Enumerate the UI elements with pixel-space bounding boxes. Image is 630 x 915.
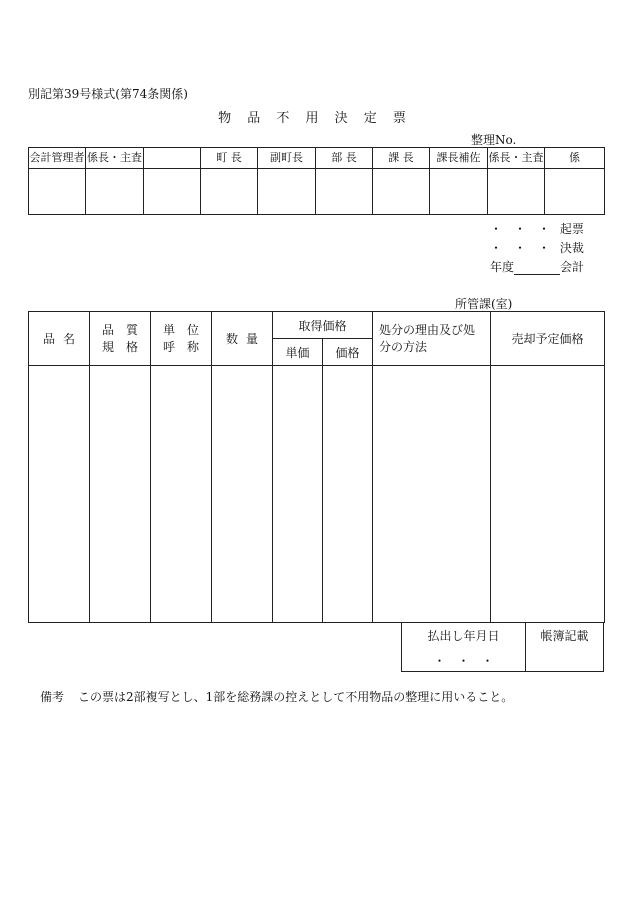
number-field[interactable] — [471, 131, 588, 148]
payout-date-dots: ・ ・ ・ — [433, 654, 494, 668]
unit-price-cell[interactable] — [273, 366, 323, 623]
header-acquisition-price: 取得価格 — [273, 312, 373, 339]
payout-table — [401, 622, 604, 672]
price-cell[interactable] — [323, 366, 373, 623]
approval-stamp-cell[interactable] — [258, 169, 316, 215]
quantity-cell[interactable] — [212, 366, 273, 623]
approval-header-deputy-mayor: 副町長 — [258, 148, 316, 169]
approval-header-blank — [144, 148, 201, 169]
header-unit-price: 単価 — [273, 339, 323, 366]
remarks-text: この票は2部複写とし、1部を総務課の控えとして不用物品の整理に用いること。 — [78, 690, 514, 704]
header-item-name: 品 名 — [29, 312, 90, 366]
department-label: 所管課(室) — [455, 297, 513, 311]
approval-header-chief-1: 係長・主査 — [86, 148, 144, 169]
draft-label: 起票 — [559, 222, 584, 236]
item-table — [28, 311, 605, 623]
approval-stamp-cell[interactable] — [86, 169, 144, 215]
approval-stamp-cell[interactable] — [144, 169, 201, 215]
year-label: 年度 — [490, 260, 515, 274]
header-reason: 処分の理由及び処分の方法 — [373, 312, 491, 366]
approval-stamp-cell[interactable] — [29, 169, 86, 215]
header-quality: 品 質 規 格 — [90, 312, 151, 366]
ledger-label: 帳簿記載 — [540, 629, 589, 643]
year-underline — [514, 261, 560, 275]
unit-cell[interactable] — [151, 366, 212, 623]
approval-header-section-manager: 課 長 — [373, 148, 430, 169]
ledger-cell[interactable] — [526, 623, 604, 672]
header-price: 価格 — [323, 339, 373, 366]
approval-header-accounting-manager: 会計管理者 — [29, 148, 86, 169]
approval-header-director: 部 長 — [316, 148, 373, 169]
department-underline — [512, 298, 584, 312]
draft-date-dots: ・ ・ ・ — [490, 222, 551, 236]
approval-header-chief-2: 係長・主査 — [488, 148, 545, 169]
approval-stamp-cell[interactable] — [373, 169, 430, 215]
payout-date-cell[interactable] — [402, 623, 526, 672]
fiscal-year-row[interactable] — [490, 258, 584, 275]
header-sale-price: 売却予定価格 — [491, 312, 605, 366]
approval-stamp-cell[interactable] — [316, 169, 373, 215]
quality-cell[interactable] — [90, 366, 151, 623]
reason-cell[interactable] — [373, 366, 491, 623]
payout-date-label: 払出し年月日 — [427, 629, 500, 643]
header-quantity: 数 量 — [212, 312, 273, 366]
approval-header-assistant-manager: 課長補佐 — [430, 148, 488, 169]
remarks-label: 備考 — [40, 690, 65, 704]
draft-date-row[interactable] — [490, 220, 584, 237]
remarks — [40, 688, 513, 705]
approval-stamp-cell[interactable] — [545, 169, 605, 215]
decision-date-row[interactable] — [490, 239, 584, 256]
approval-stamp-cell[interactable] — [201, 169, 258, 215]
approval-header-staff: 係 — [545, 148, 605, 169]
approval-stamp-cell[interactable] — [488, 169, 545, 215]
approval-stamp-cell[interactable] — [430, 169, 488, 215]
decision-date-dots: ・ ・ ・ — [490, 241, 551, 255]
number-label: 整理No. — [471, 133, 517, 147]
form-reference: 別記第39号様式(第74条関係) — [28, 87, 188, 101]
approval-header-mayor: 町 長 — [201, 148, 258, 169]
decision-label: 決裁 — [559, 241, 584, 255]
department-field[interactable] — [455, 295, 584, 312]
account-label: 会計 — [560, 260, 585, 274]
approval-table — [28, 147, 605, 215]
number-underline — [516, 134, 588, 148]
page-title: 物 品 不 用 決 定 票 — [218, 111, 412, 126]
header-unit: 単 位 呼 称 — [151, 312, 212, 366]
item-name-cell[interactable] — [29, 366, 90, 623]
sale-price-cell[interactable] — [491, 366, 605, 623]
